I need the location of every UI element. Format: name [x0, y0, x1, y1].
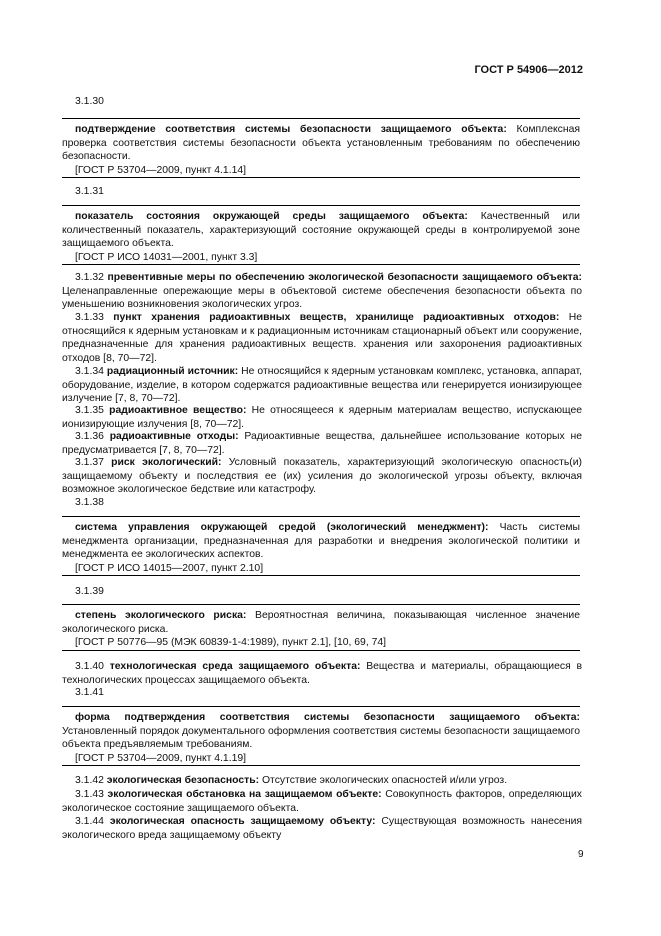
clause-number: 3.1.31: [75, 186, 104, 197]
term: экологическая обстановка на защищаемом объекте:: [107, 789, 382, 800]
definition-box: [62, 516, 580, 576]
clause-paragraph: [62, 815, 582, 842]
definition: Отсутствие экологических опасностей и/или угроз.: [259, 775, 508, 786]
clause-paragraph: [62, 365, 582, 406]
definition: Совокупность факторов, определяющих экологическое состояние защищаемого объекта.: [62, 789, 582, 814]
term: превентивные меры по обеспечению экологической безопасности защищаемого объекта:: [107, 272, 582, 283]
clause-paragraph: [62, 271, 582, 312]
definition-box: [62, 118, 580, 178]
clause-number: 3.1.35: [75, 405, 110, 416]
reference: [ГОСТ Р 53704—2009, пункт 4.1.19]: [75, 752, 247, 764]
page-number: 9: [578, 849, 584, 860]
clause-number: 3.1.30: [75, 96, 104, 107]
clause-number: 3.1.32: [75, 272, 108, 283]
term: система управления окружающей средой (экологический менеджмент):: [75, 522, 489, 533]
definition: Часть системы менеджмента организации, предназначенная для разработки и внедрения экологической политики и менеджмента ее экологических аспектов.: [62, 522, 580, 561]
term: подтверждение соответствия системы безопасности защищаемого объекта:: [75, 124, 507, 135]
term: риск экологический:: [111, 457, 222, 468]
clause-paragraph: [62, 660, 582, 687]
definition: Установленный порядок документального оформления соответствия системы безопасности защищаемого объекта предъявляемым требованиям.: [62, 725, 580, 751]
reference: [ГОСТ Р ИСО 14031—2001, пункт 3.3]: [75, 251, 258, 263]
clause-paragraph: [62, 430, 582, 457]
definition-text: [62, 521, 580, 562]
clause-number: 3.1.33: [75, 312, 114, 323]
term: радиационный источник:: [106, 366, 239, 377]
definition: Целенаправленные опережающие меры в объектовой системе обеспечения безопасности объекта по уменьшению возникновения экологических угроз.: [62, 285, 582, 311]
reference: [ГОСТ Р 53704—2009, пункт 4.1.14]: [75, 164, 247, 176]
definition: Существующая возможность нанесения экологического вреда защищаемому объекту: [62, 816, 582, 841]
definition: Радиоактивные вещества, дальнейшее использование которых не предусматривается [7, 8, 70—72].: [62, 431, 583, 456]
definition: Комплексная проверка соответствия системы безопасности объекта установленным требованиям по обеспечению безопасности.: [62, 124, 580, 163]
definition: Вещества и материалы, обращающиеся в технологических процессах защищаемого объекта.: [62, 661, 582, 686]
term: пункт хранения радиоактивных веществ, хранилище радиоактивных отходов:: [113, 312, 560, 323]
clause-number: 3.1.42: [75, 775, 107, 786]
term: радиоактивные отходы:: [109, 431, 239, 442]
definition: Не относящийся к ядерным установкам и к радиационным источникам стационарный объект или сооружение, предназначенные для хранения радиоактивных веществ. хранения или захоронения радиоактивных отходов [8, 70—72].: [62, 312, 583, 364]
definition-text: [62, 609, 580, 636]
clause-number: 3.1.39: [75, 586, 104, 597]
definition: Вероятностная величина, показывающая численное значение экологического риска.: [62, 610, 580, 635]
clause-paragraph: [62, 404, 582, 431]
term: экологическая опасность защищаемому объекту:: [109, 816, 376, 827]
clause-number: 3.1.43: [75, 789, 108, 800]
definition: Качественный или количественный показатель, характеризующий состояние окружающей среды в контролируемой зоне защищаемого объекта.: [62, 211, 580, 250]
definition: Не относящийся к ядерным установкам комплекс, установка, аппарат, оборудование, изделие, в котором содержатся радиоактивные вещества или генерируется ионизирующее излучение [7, 8, 70—72].: [62, 366, 582, 405]
clause-paragraph: [62, 774, 582, 788]
clause-number: 3.1.38: [75, 497, 104, 508]
clause-paragraph: [62, 311, 582, 365]
clause-number: 3.1.44: [75, 816, 110, 827]
definition-box: [62, 604, 580, 651]
clause-number: 3.1.41: [75, 687, 104, 698]
definition: Условный показатель, характеризующий экологическую опасность(и) защищаемому объекту и последствия ее (их) усиления до экологической угрозы объекту, включая возможное экологическое бедствие или катастрофу.: [62, 457, 582, 496]
clause-paragraph: [62, 788, 582, 815]
reference: [ГОСТ Р 50776—95 (МЭК 60839-1-4:1989), пункт 2.1], [10, 69, 74]: [75, 637, 387, 649]
definition-box: [62, 205, 580, 265]
clause-paragraph: [62, 456, 582, 497]
term: степень экологического риска:: [75, 610, 247, 621]
term: технологическая среда защищаемого объекта:: [109, 661, 361, 672]
term: форма подтверждения соответствия системы безопасности защищаемого объекта:: [75, 712, 580, 723]
term: радиоактивное вещество:: [109, 405, 247, 416]
clause-number: 3.1.34: [75, 366, 107, 377]
reference: [ГОСТ Р ИСО 14015—2007, пункт 2.10]: [75, 562, 264, 574]
term: показатель состояния окружающей среды защищаемого объекта:: [75, 211, 468, 222]
definition: Не относящееся к ядерным материалам вещество, испускающее ионизирующие излучения [8, 70—72].: [62, 405, 582, 430]
clause-number: 3.1.36: [75, 431, 110, 442]
clause-number: 3.1.40: [75, 661, 110, 672]
definition-text: [62, 711, 580, 752]
term: экологическая безопасность:: [106, 775, 260, 786]
definition-box: [62, 706, 580, 766]
definition-text: [62, 123, 580, 164]
clause-number: 3.1.37: [75, 457, 112, 468]
document-header: ГОСТ Р 54906—2012: [474, 64, 583, 76]
definition-text: [62, 210, 580, 251]
